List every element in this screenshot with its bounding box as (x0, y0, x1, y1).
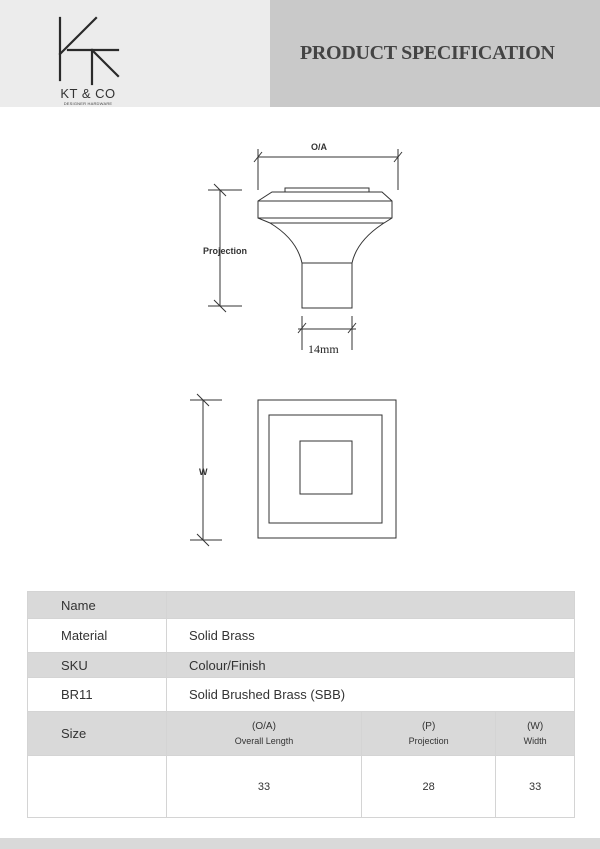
projection-label: Projection (203, 246, 248, 256)
header-logo-panel (0, 0, 270, 107)
width-label: W (199, 467, 208, 477)
material-value: Solid Brass (167, 619, 575, 653)
knob-top-view-outer (258, 400, 396, 538)
knob-neck (270, 223, 384, 263)
projection-dimension-header (361, 712, 495, 756)
oa-code: (O/A) (252, 720, 276, 732)
oa-name: Overall Length (234, 735, 294, 746)
sku-label: SKU (28, 653, 167, 678)
sku-value: BR11 (28, 678, 167, 712)
projection-value: 28 (361, 756, 495, 818)
spec-table (27, 591, 575, 818)
name-value (167, 592, 575, 619)
table-row (28, 619, 575, 653)
knob-shank (302, 263, 352, 308)
projection-code: (P) (421, 720, 436, 732)
table-row (28, 712, 575, 756)
knob-top-cap (285, 188, 369, 192)
knob-top-view-inner (300, 441, 352, 494)
table-row (28, 756, 575, 818)
shank-label: 14mm (308, 342, 339, 356)
brand-tagline: DESIGNER HARDWARE (63, 101, 113, 106)
width-name: Width (523, 735, 547, 746)
brand-name: KT & CO (60, 86, 116, 101)
table-row (28, 592, 575, 619)
width-code: (W) (527, 720, 544, 732)
knob-top-view-middle (269, 415, 382, 523)
projection-name: Projection (408, 735, 449, 746)
colour-finish-label: Colour/Finish (167, 653, 575, 678)
material-label: Material (28, 619, 167, 653)
name-label: Name (28, 592, 167, 619)
width-value: 33 (496, 756, 575, 818)
page-title: PRODUCT SPECIFICATION (300, 42, 555, 64)
footer-bar (0, 838, 600, 849)
oa-dimension-header (167, 712, 362, 756)
width-dimension-header (496, 712, 575, 756)
finish-value: Solid Brushed Brass (SBB) (167, 678, 575, 712)
oa-label: O/A (311, 142, 328, 152)
brand-logo-icon (56, 14, 122, 86)
technical-drawing (0, 130, 600, 560)
table-row (28, 653, 575, 678)
table-row (28, 678, 575, 712)
size-values-spacer (28, 756, 167, 818)
oa-value: 33 (167, 756, 362, 818)
size-label: Size (28, 712, 167, 756)
